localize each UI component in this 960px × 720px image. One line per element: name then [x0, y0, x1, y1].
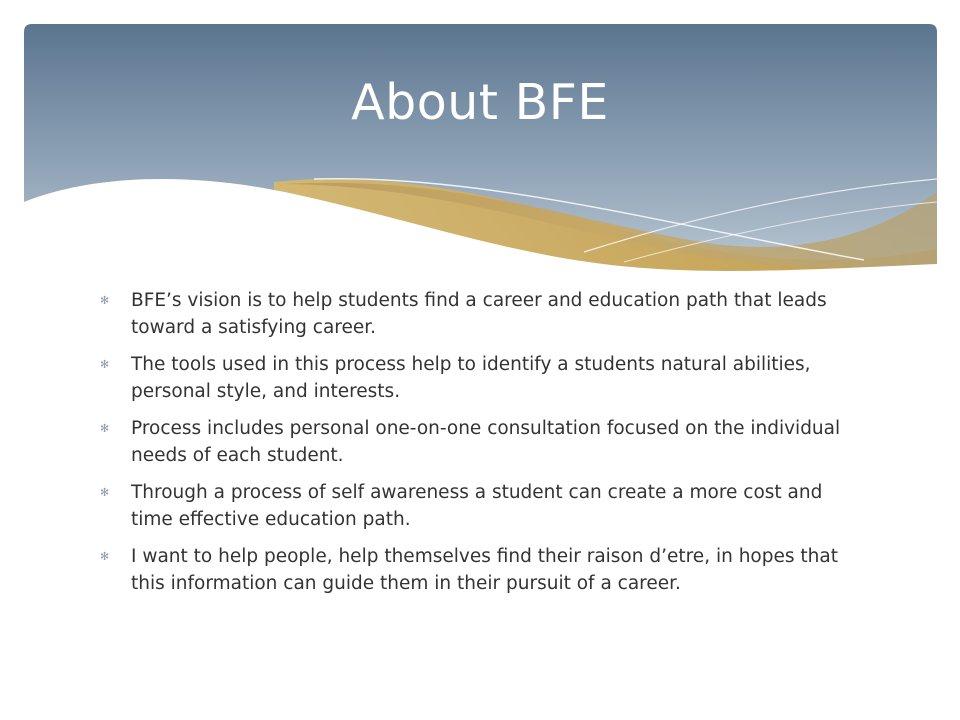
bullet-item	[100, 415, 860, 469]
header-wave-graphic	[24, 24, 937, 274]
bullet-text: BFE’s vision is to help students find a career and education path that leads toward a satisfying career.	[131, 290, 827, 338]
bullet-text: I want to help people, help themselves find their raison d’etre, in hopes that this information can guide them in their pursuit of a career.	[131, 546, 838, 594]
asterisk-icon: ✻	[100, 294, 110, 307]
header-band	[24, 24, 937, 274]
bullet-item	[100, 479, 860, 533]
bullet-text: The tools used in this process help to identify a students natural abilities, personal style, and interests.	[131, 354, 811, 402]
bullet-item	[100, 287, 860, 341]
asterisk-icon: ✻	[100, 358, 110, 371]
slide-title: About BFE	[351, 74, 609, 131]
bullet-list	[100, 287, 860, 607]
bullet-text: Through a process of self awareness a student can create a more cost and time effective education path.	[131, 482, 823, 530]
asterisk-icon: ✻	[100, 550, 110, 563]
bullet-text: Process includes personal one-on-one consultation focused on the individual needs of each student.	[131, 418, 841, 466]
bullet-item	[100, 351, 860, 405]
asterisk-icon: ✻	[100, 422, 110, 435]
asterisk-icon: ✻	[100, 486, 110, 499]
bullet-item	[100, 543, 860, 597]
